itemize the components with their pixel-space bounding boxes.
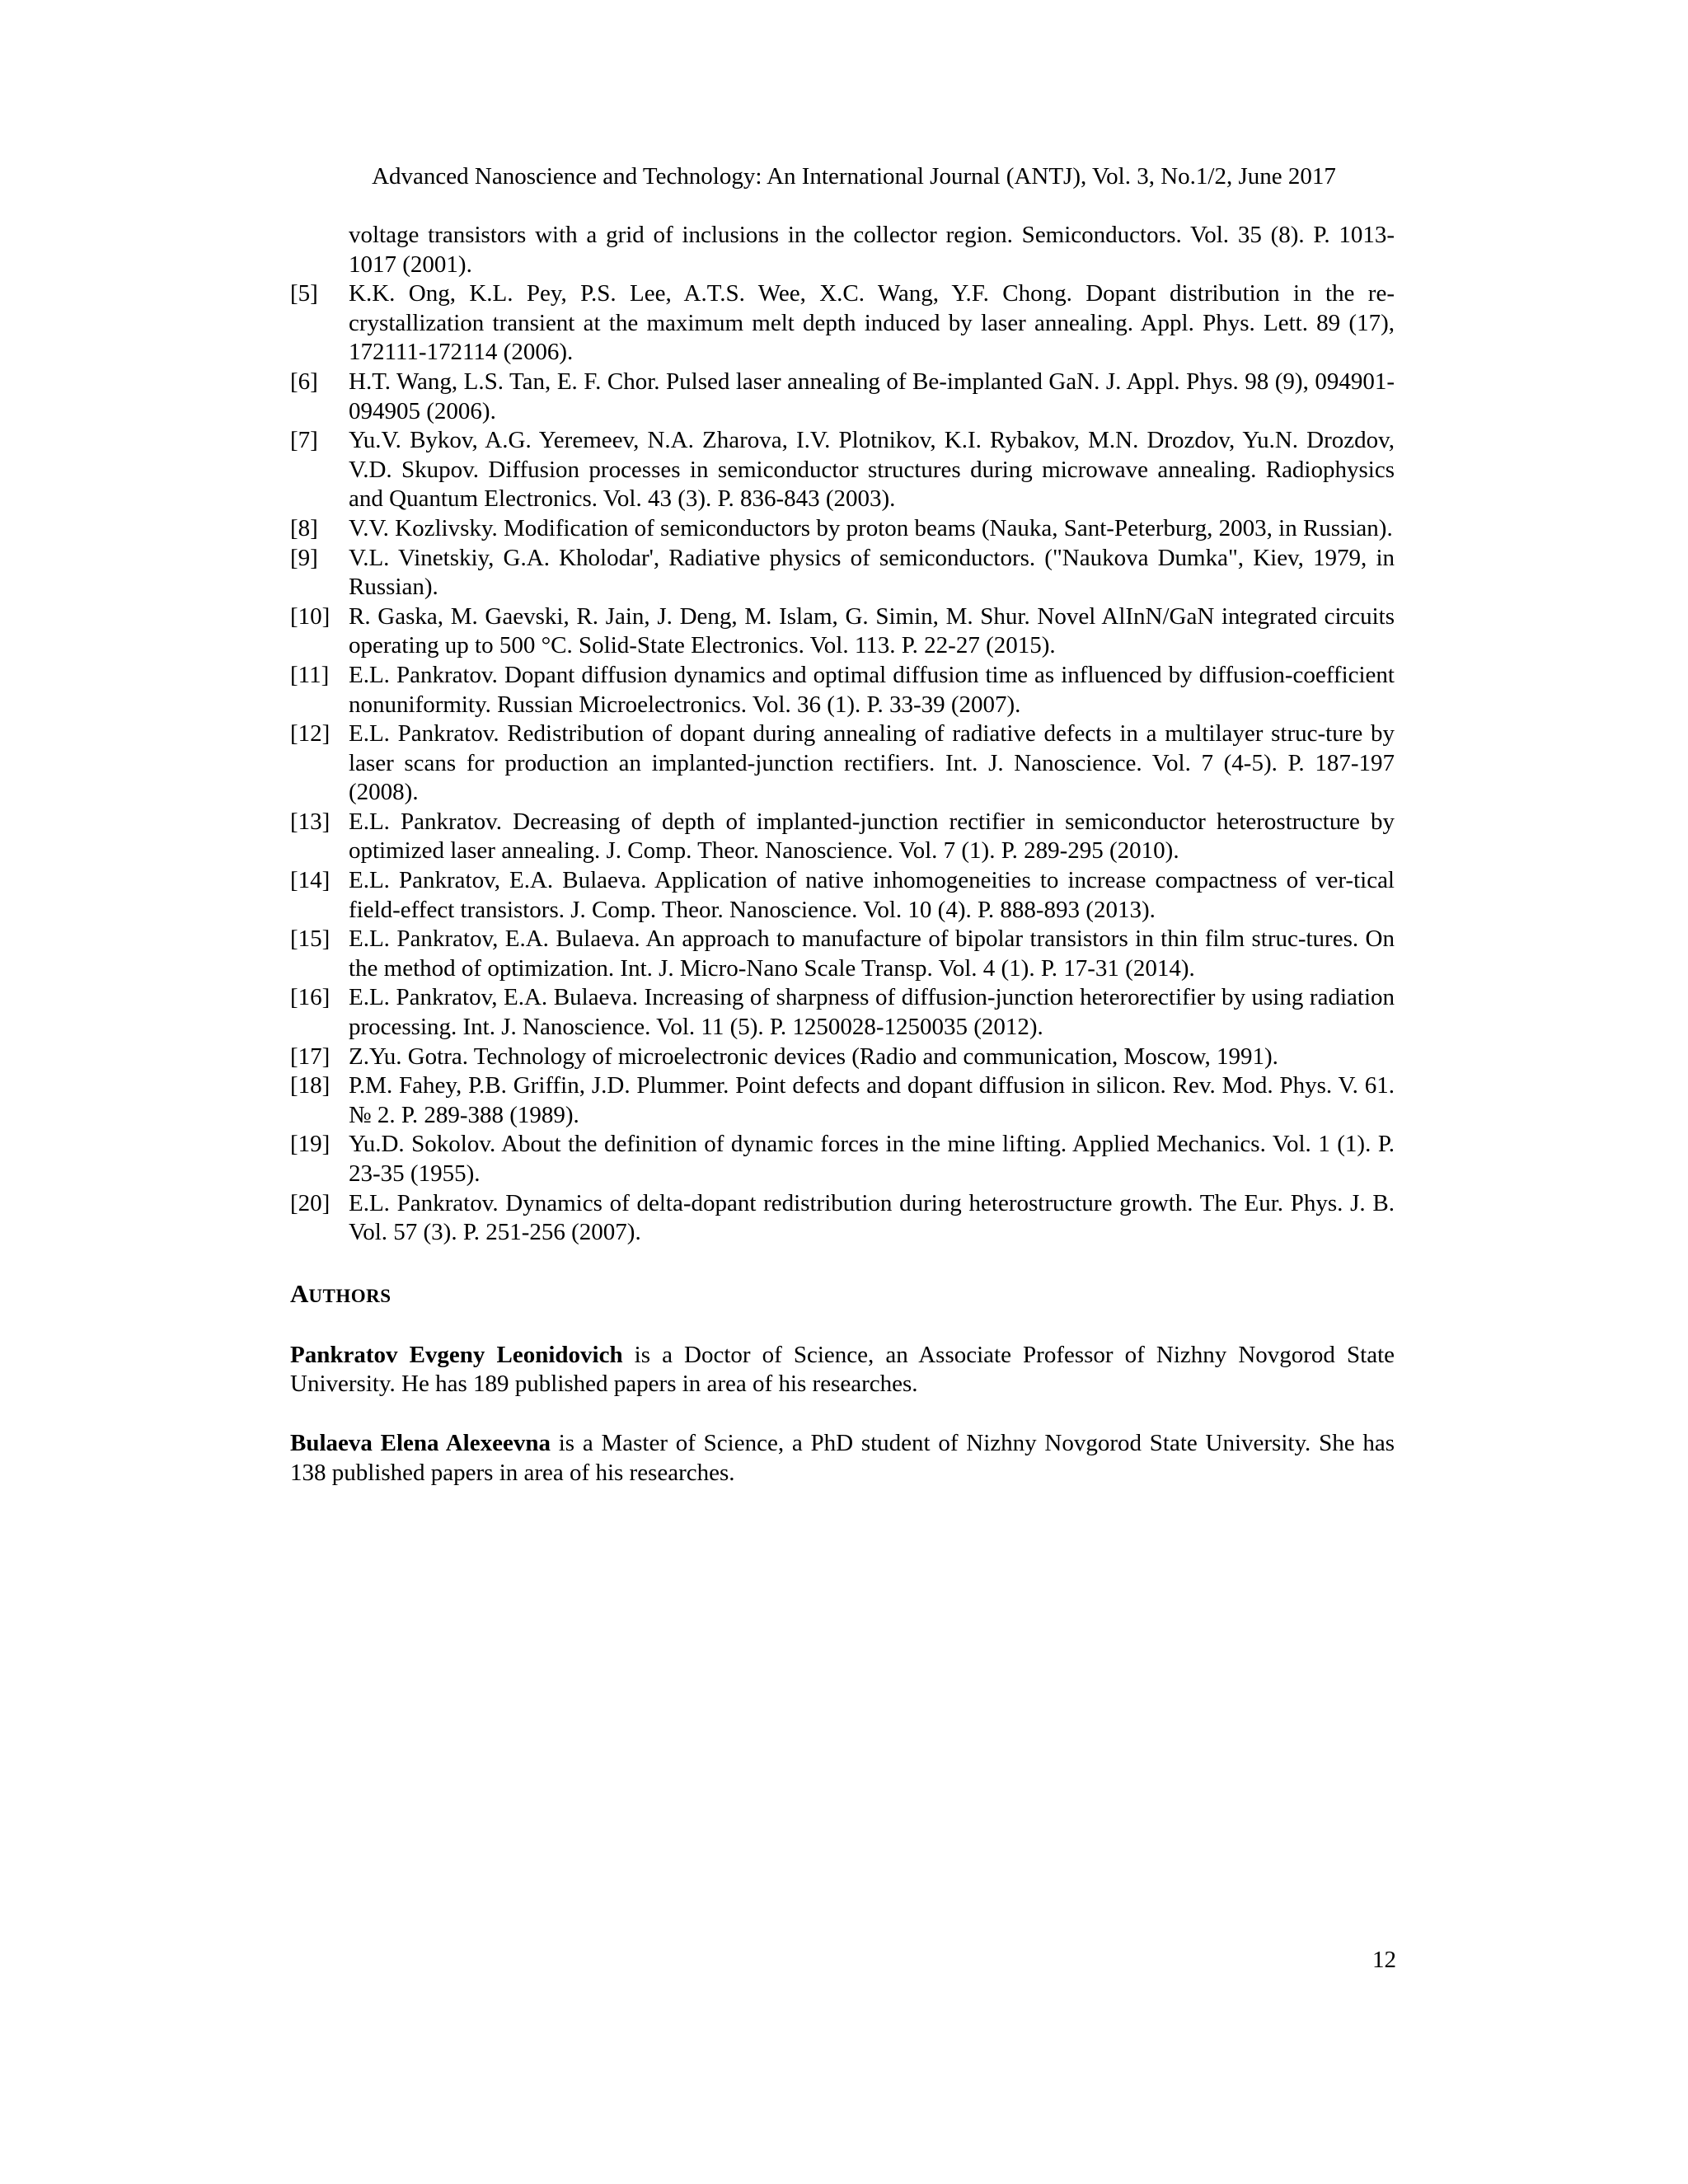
reference-text: Z.Yu. Gotra. Technology of microelectronic devices (Radio and communication, Moscow, 1991). [349,1043,1278,1070]
reference-number: [18] [290,1072,331,1099]
reference-entry [290,808,1395,866]
page-content [290,221,1395,1488]
reference-entry [290,544,1395,602]
reference-text: P.M. Fahey, P.B. Griffin, J.D. Plummer. Point defects and dopant diffusion in silicon. Rev. Mod. Phys. V. 61. № 2. P. 289-388 (1989). [349,1072,1395,1128]
reference-text: V.V. Kozlivsky. Modification of semiconductors by proton beams (Nauka, Sant-Peterburg, 2003, in Russian). [349,514,1393,541]
reference-entry [290,1043,1395,1072]
authors-heading-initial: A [290,1278,309,1308]
reference-entry [290,426,1395,514]
reference-number: [10] [290,602,331,630]
reference-number: [14] [290,867,331,894]
reference-entry [290,1130,1395,1188]
reference-entry [290,925,1395,983]
reference-number: [7] [290,427,318,454]
reference-number: [11] [290,661,330,688]
reference-text: R. Gaska, M. Gaevski, R. Jain, J. Deng, M. Islam, G. Simin, M. Shur. Novel AlInN/GaN integrated circuits operating up to 500 °C. Solid-State Electronics. Vol. 113. P. 22-27 (2015). [349,602,1395,659]
reference-text: Yu.V. Bykov, A.G. Yeremeev, N.A. Zharova, I.V. Plotnikov, K.I. Rybakov, M.N. Drozdov, Yu.N. Drozdov, V.D. Skupov. Diffusion processes in semiconductor structures during microwave annealing. Radiophysics and Quantum Electronics. Vol. 43 (3). P. 836-843 (2003). [349,427,1395,513]
author-description: is a Master of Science, a PhD student of Nizhny Novgorod State University. She has 138 published papers in area of his researches. [290,1429,1395,1486]
reference-entry [290,279,1395,368]
authors-heading [290,1279,1395,1311]
reference-entry [290,983,1395,1042]
reference-text: E.L. Pankratov. Dopant diffusion dynamics and optimal diffusion time as influenced by diffusion-coefficient nonuniformity. Russian Microelectronics. Vol. 36 (1). P. 33-39 (2007). [349,661,1395,718]
page-number: 12 [1372,1947,1396,1973]
reference-entry [290,1071,1395,1130]
reference-number: [8] [290,514,318,541]
reference-number: [20] [290,1189,331,1216]
reference-number: [16] [290,984,331,1011]
reference-entry [290,866,1395,925]
reference-text: Yu.D. Sokolov. About the definition of dynamic forces in the mine lifting. Applied Mechanics. Vol. 1 (1). P. 23-35 (1955). [349,1131,1395,1187]
author-name: Pankratov Evgeny Leonidovich [290,1341,623,1368]
reference-entry [290,514,1395,544]
reference-text: E.L. Pankratov, E.A. Bulaeva. Application of native inhomogeneities to increase compactness of ver-tical field-effect transistors. J. Comp. Theor. Nanoscience. Vol. 10 (4). P. 888-893 (2013). [349,867,1395,923]
author-bio [290,1341,1395,1399]
reference-entry [290,1189,1395,1248]
reference-entry [290,719,1395,808]
reference-number: [6] [290,368,318,395]
reference-number: [12] [290,720,331,748]
author-bio [290,1429,1395,1488]
author-name: Bulaeva Elena Alexeevna [290,1429,551,1456]
reference-text: E.L. Pankratov. Dynamics of delta-dopant redistribution during heterostructure growth. The Eur. Phys. J. B. Vol. 57 (3). P. 251-256 (2007). [349,1189,1395,1246]
continued-reference: voltage transistors with a grid of inclusions in the collector region. Semiconductors. Vol. 35 (8). P. 1013-1017 (2001). [349,222,1395,278]
reference-text: V.L. Vinetskiy, G.A. Kholodar', Radiative physics of semiconductors. ("Naukova Dumka", Kiev, 1979, in Russian). [349,544,1395,601]
reference-number: [9] [290,544,318,571]
reference-number: [13] [290,808,331,835]
reference-entry [290,602,1395,661]
reference-text: E.L. Pankratov, E.A. Bulaeva. Increasing of sharpness of diffusion-junction heterorectifier by using radiation processing. Int. J. Nanoscience. Vol. 11 (5). P. 1250028-1250035 (2012). [349,984,1395,1041]
reference-text: H.T. Wang, L.S. Tan, E. F. Chor. Pulsed laser annealing of Be-implanted GaN. J. Appl. Phys. 98 (9), 094901-094905 (2006). [349,368,1395,424]
reference-text: E.L. Pankratov, E.A. Bulaeva. An approach to manufacture of bipolar transistors in thin film struc-tures. On the method of optimization. Int. J. Micro-Nano Scale Transp. Vol. 4 (1). P. 17-31 (2014). [349,926,1395,982]
reference-text: K.K. Ong, K.L. Pey, P.S. Lee, A.T.S. Wee, X.C. Wang, Y.F. Chong. Dopant distribution in the re-crystallization transient at the maximum melt depth induced by laser annealing. Appl. Phys. Lett. 89 (17), 172111-172114 (2006). [349,280,1395,366]
reference-text: E.L. Pankratov. Redistribution of dopant during annealing of radiative defects in a multilayer struc-ture by laser scans for production an implanted-junction rectifiers. Int. J. Nanoscience. Vol. 7 (4-5). P. 187-197 (2008). [349,720,1395,806]
reference-list [290,279,1395,1248]
reference-entry [290,368,1395,426]
authors-heading-rest: UTHORS [308,1285,392,1306]
reference-entry [290,661,1395,719]
author-description: is a Doctor of Science, an Associate Professor of Nizhny Novgorod State University. He has 189 published papers in area of his researches. [290,1341,1395,1398]
reference-number: [15] [290,926,331,953]
running-header: Advanced Nanoscience and Technology: An International Journal (ANTJ), Vol. 3, No.1/2, June 2017 [372,163,1336,190]
reference-number: [5] [290,280,318,307]
reference-number: [19] [290,1131,331,1158]
reference-number: [17] [290,1043,331,1070]
reference-text: E.L. Pankratov. Decreasing of depth of implanted-junction rectifier in semiconductor heterostructure by optimized laser annealing. J. Comp. Theor. Nanoscience. Vol. 7 (1). P. 289-295 (2010). [349,808,1395,865]
